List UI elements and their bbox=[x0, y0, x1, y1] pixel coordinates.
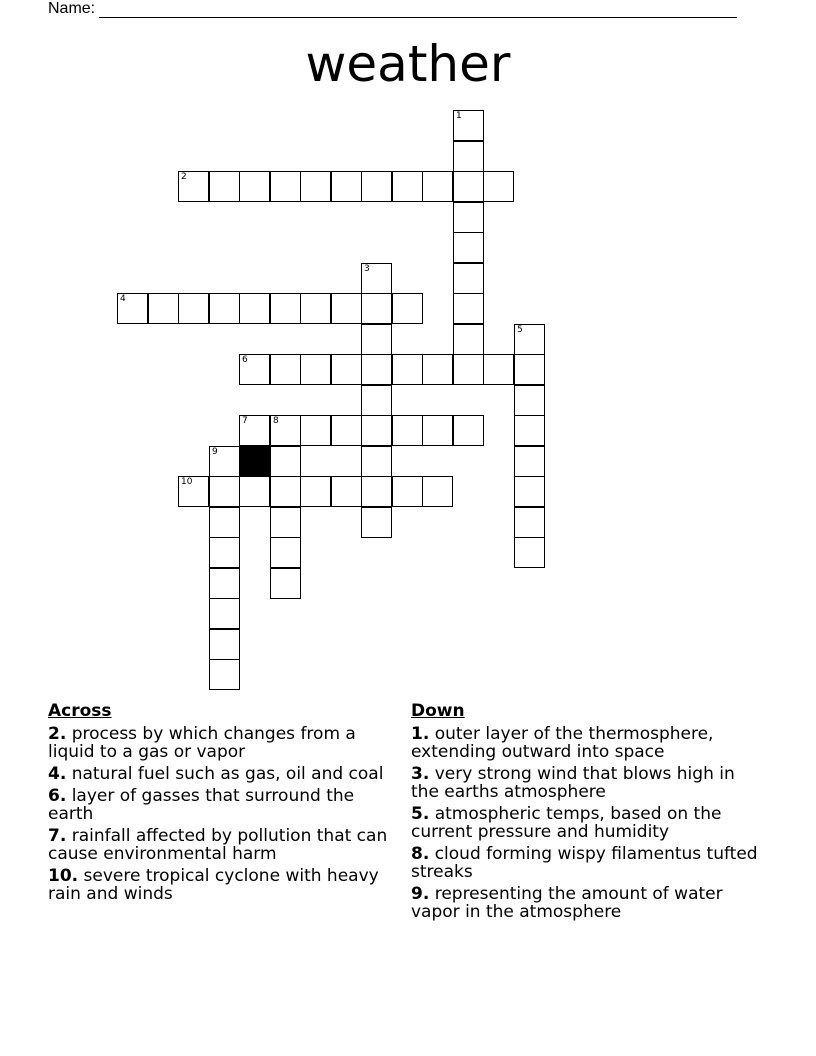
grid-cell[interactable] bbox=[239, 476, 270, 507]
clue-number: 3. bbox=[411, 764, 430, 784]
grid-cell[interactable] bbox=[453, 293, 484, 324]
clue-text: severe tropical cyclone with heavy rain and winds bbox=[48, 866, 379, 904]
grid-cell[interactable] bbox=[361, 415, 392, 446]
cell-number: 7 bbox=[242, 416, 248, 426]
grid-cell[interactable] bbox=[453, 110, 484, 141]
grid-cell[interactable] bbox=[361, 476, 392, 507]
grid-cell[interactable] bbox=[453, 354, 484, 385]
grid-cell[interactable] bbox=[514, 385, 545, 416]
grid-cell[interactable] bbox=[361, 354, 392, 385]
cell-number: 10 bbox=[181, 477, 193, 487]
clue-text: process by which changes from a liquid to a gas or vapor bbox=[48, 724, 356, 762]
clue-text: rainfall affected by pollution that can cause environmental harm bbox=[48, 826, 388, 864]
grid-cell[interactable] bbox=[453, 202, 484, 233]
grid-cell[interactable] bbox=[300, 354, 331, 385]
grid-cell[interactable] bbox=[239, 354, 270, 385]
grid-cell[interactable] bbox=[361, 385, 392, 416]
cell-number: 4 bbox=[120, 294, 126, 304]
grid-cell[interactable] bbox=[514, 415, 545, 446]
grid-cell[interactable] bbox=[270, 476, 301, 507]
grid-cell[interactable] bbox=[209, 568, 240, 599]
grid-cell[interactable] bbox=[422, 415, 453, 446]
across-heading: Across bbox=[48, 701, 112, 721]
puzzle-title: weather bbox=[305, 35, 511, 93]
grid-cell[interactable] bbox=[422, 476, 453, 507]
grid-cell[interactable] bbox=[514, 476, 545, 507]
clue-across-6 bbox=[48, 787, 393, 823]
grid-cell[interactable] bbox=[270, 293, 301, 324]
clue-down-3 bbox=[411, 765, 766, 801]
grid-cell[interactable] bbox=[514, 446, 545, 477]
down-heading: Down bbox=[411, 701, 465, 721]
blocked-cell bbox=[239, 446, 270, 477]
grid-cell[interactable] bbox=[422, 171, 453, 202]
grid-cell[interactable] bbox=[270, 415, 301, 446]
grid-cell[interactable] bbox=[361, 507, 392, 538]
grid-cell[interactable] bbox=[178, 171, 209, 202]
clue-across-2 bbox=[48, 725, 393, 761]
grid-cell[interactable] bbox=[453, 263, 484, 294]
grid-cell[interactable] bbox=[453, 141, 484, 172]
grid-cell[interactable] bbox=[514, 537, 545, 568]
down-clues bbox=[411, 701, 766, 925]
grid-cell[interactable] bbox=[483, 171, 514, 202]
grid-cell[interactable] bbox=[209, 598, 240, 629]
clue-number: 10. bbox=[48, 866, 79, 886]
grid-cell[interactable] bbox=[453, 171, 484, 202]
clue-text: cloud forming wispy filamentus tufted streaks bbox=[411, 844, 758, 882]
grid-cell[interactable] bbox=[270, 507, 301, 538]
clue-down-9 bbox=[411, 885, 766, 921]
grid-cell[interactable] bbox=[392, 293, 423, 324]
grid-cell[interactable] bbox=[453, 415, 484, 446]
cell-number: 1 bbox=[456, 111, 462, 121]
grid-cell[interactable] bbox=[270, 354, 301, 385]
grid-cell[interactable] bbox=[239, 171, 270, 202]
clue-across-7 bbox=[48, 827, 393, 863]
clue-number: 4. bbox=[48, 764, 67, 784]
clue-number: 1. bbox=[411, 724, 430, 744]
grid-cell[interactable] bbox=[453, 324, 484, 355]
grid-cell[interactable] bbox=[331, 293, 362, 324]
grid-cell[interactable] bbox=[392, 415, 423, 446]
grid-cell[interactable] bbox=[209, 171, 240, 202]
clue-number: 8. bbox=[411, 844, 430, 864]
grid-cell[interactable] bbox=[514, 324, 545, 355]
grid-cell[interactable] bbox=[209, 629, 240, 660]
grid-cell[interactable] bbox=[178, 476, 209, 507]
grid-cell[interactable] bbox=[300, 476, 331, 507]
cell-number: 6 bbox=[242, 355, 248, 365]
clue-number: 2. bbox=[48, 724, 67, 744]
grid-cell[interactable] bbox=[514, 354, 545, 385]
clue-text: natural fuel such as gas, oil and coal bbox=[71, 764, 384, 784]
grid-cell[interactable] bbox=[361, 446, 392, 477]
clue-text: representing the amount of water vapor in the atmosphere bbox=[411, 884, 723, 922]
cell-number: 3 bbox=[364, 264, 370, 274]
grid-cell[interactable] bbox=[392, 171, 423, 202]
clue-text: outer layer of the thermosphere, extending outward into space bbox=[411, 724, 714, 762]
grid-cell[interactable] bbox=[483, 354, 514, 385]
grid-cell[interactable] bbox=[270, 537, 301, 568]
clue-across-10 bbox=[48, 867, 393, 903]
grid-cell[interactable] bbox=[209, 507, 240, 538]
grid-cell[interactable] bbox=[270, 171, 301, 202]
clue-down-8 bbox=[411, 845, 766, 881]
cell-number: 9 bbox=[212, 447, 218, 457]
grid-cell[interactable] bbox=[361, 263, 392, 294]
cell-number: 8 bbox=[273, 416, 279, 426]
grid-cell[interactable] bbox=[331, 476, 362, 507]
grid-cell[interactable] bbox=[331, 415, 362, 446]
grid-cell[interactable] bbox=[178, 293, 209, 324]
clue-across-4 bbox=[48, 765, 393, 783]
cell-number: 2 bbox=[181, 172, 187, 182]
grid-cell[interactable] bbox=[453, 232, 484, 263]
cell-number: 5 bbox=[517, 325, 523, 335]
clue-number: 9. bbox=[411, 884, 430, 904]
clue-text: atmospheric temps, based on the current pressure and humidity bbox=[411, 804, 722, 842]
grid-cell[interactable] bbox=[239, 415, 270, 446]
grid-cell[interactable] bbox=[361, 293, 392, 324]
grid-cell[interactable] bbox=[331, 354, 362, 385]
grid-cell[interactable] bbox=[209, 537, 240, 568]
grid-cell[interactable] bbox=[300, 293, 331, 324]
clue-number: 5. bbox=[411, 804, 430, 824]
grid-cell[interactable] bbox=[361, 171, 392, 202]
grid-cell[interactable] bbox=[239, 293, 270, 324]
grid-cell[interactable] bbox=[209, 293, 240, 324]
grid-cell[interactable] bbox=[209, 659, 240, 690]
clue-text: layer of gasses that surround the earth bbox=[48, 786, 355, 824]
clue-number: 6. bbox=[48, 786, 67, 806]
grid-cell[interactable] bbox=[209, 446, 240, 477]
clue-down-1 bbox=[411, 725, 766, 761]
grid-cell[interactable] bbox=[209, 476, 240, 507]
clue-number: 7. bbox=[48, 826, 67, 846]
grid-cell[interactable] bbox=[270, 568, 301, 599]
grid-cell[interactable] bbox=[422, 354, 453, 385]
grid-cell[interactable] bbox=[300, 171, 331, 202]
grid-cell[interactable] bbox=[392, 476, 423, 507]
grid-cell[interactable] bbox=[300, 415, 331, 446]
grid-cell[interactable] bbox=[270, 446, 301, 477]
grid-cell[interactable] bbox=[361, 324, 392, 355]
across-clues bbox=[48, 701, 393, 907]
grid-cell[interactable] bbox=[392, 354, 423, 385]
grid-cell[interactable] bbox=[514, 507, 545, 538]
clue-down-5 bbox=[411, 805, 766, 841]
grid-cell[interactable] bbox=[148, 293, 179, 324]
clue-text: very strong wind that blows high in the earths atmosphere bbox=[411, 764, 735, 802]
grid-cell[interactable] bbox=[331, 171, 362, 202]
grid-cell[interactable] bbox=[117, 293, 148, 324]
name-label: Name: bbox=[48, 0, 96, 17]
